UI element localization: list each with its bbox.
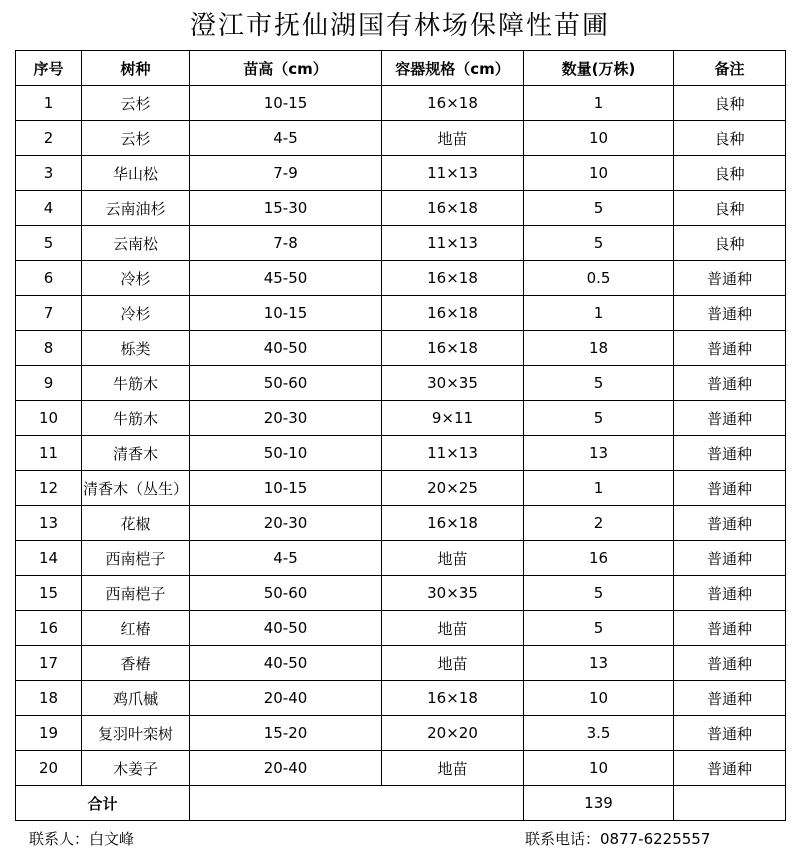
cell-seq: 18: [16, 681, 82, 716]
cell-height: 50-10: [190, 436, 382, 471]
cell-seq: 10: [16, 401, 82, 436]
table-row: [16, 611, 786, 646]
table-row: [16, 471, 786, 506]
cell-note: 良种: [674, 121, 786, 156]
table-row: [16, 86, 786, 121]
table-header-row: [16, 51, 786, 86]
cell-species: 西南桤子: [82, 541, 190, 576]
cell-quantity: 5: [524, 366, 674, 401]
cell-container: 16×18: [382, 331, 524, 366]
table-row: [16, 436, 786, 471]
cell-species: 红椿: [82, 611, 190, 646]
cell-note: 普通种: [674, 611, 786, 646]
cell-quantity: 10: [524, 751, 674, 786]
cell-species: 西南桤子: [82, 576, 190, 611]
cell-container: 11×13: [382, 156, 524, 191]
cell-species: 牛筋木: [82, 366, 190, 401]
cell-note: 普通种: [674, 646, 786, 681]
cell-height: 45-50: [190, 261, 382, 296]
table-row: [16, 506, 786, 541]
cell-quantity: 5: [524, 191, 674, 226]
cell-quantity: 16: [524, 541, 674, 576]
cell-height: 10-15: [190, 471, 382, 506]
cell-seq: 7: [16, 296, 82, 331]
cell-seq: 15: [16, 576, 82, 611]
cell-height: 15-30: [190, 191, 382, 226]
cell-quantity: 1: [524, 296, 674, 331]
cell-container: 30×35: [382, 576, 524, 611]
cell-seq: 6: [16, 261, 82, 296]
cell-note: 普通种: [674, 261, 786, 296]
cell-seq: 2: [16, 121, 82, 156]
contact-phone: 联系电话：0877-6225557: [525, 830, 711, 848]
cell-seq: 14: [16, 541, 82, 576]
contact-person: 联系人：白文峰: [29, 830, 135, 848]
cell-container: 16×18: [382, 681, 524, 716]
cell-seq: 20: [16, 751, 82, 786]
cell-species: 冷杉: [82, 296, 190, 331]
cell-note: 良种: [674, 86, 786, 121]
cell-species: 清香木: [82, 436, 190, 471]
cell-species: 复羽叶栾树: [82, 716, 190, 751]
cell-seq: 3: [16, 156, 82, 191]
table-row: [16, 121, 786, 156]
cell-container: 11×13: [382, 226, 524, 261]
cell-species: 清香木（丛生）: [82, 471, 190, 506]
cell-species: 冷杉: [82, 261, 190, 296]
cell-note: 普通种: [674, 506, 786, 541]
cell-note: 普通种: [674, 576, 786, 611]
total-label: 合计: [16, 786, 190, 821]
cell-quantity: 10: [524, 156, 674, 191]
seedling-table: [15, 50, 786, 821]
cell-species: 栎类: [82, 331, 190, 366]
table-row: [16, 261, 786, 296]
page-title: 澄江市抚仙湖国有林场保障性苗圃: [189, 11, 610, 41]
cell-height: 20-40: [190, 681, 382, 716]
cell-quantity: 1: [524, 86, 674, 121]
cell-seq: 1: [16, 86, 82, 121]
cell-quantity: 18: [524, 331, 674, 366]
cell-container: 16×18: [382, 86, 524, 121]
footer: [15, 820, 785, 856]
table-row: [16, 331, 786, 366]
cell-container: 地苗: [382, 646, 524, 681]
header-species: 树种: [82, 51, 190, 86]
cell-note: 良种: [674, 226, 786, 261]
header-height: 苗高（cm）: [190, 51, 382, 86]
cell-seq: 8: [16, 331, 82, 366]
cell-height: 20-30: [190, 401, 382, 436]
cell-species: 华山松: [82, 156, 190, 191]
table-row: [16, 681, 786, 716]
cell-seq: 4: [16, 191, 82, 226]
cell-note: 良种: [674, 191, 786, 226]
table-row: [16, 541, 786, 576]
cell-height: 20-40: [190, 751, 382, 786]
table-row: [16, 296, 786, 331]
cell-note: 普通种: [674, 296, 786, 331]
header-note: 备注: [674, 51, 786, 86]
cell-seq: 12: [16, 471, 82, 506]
cell-quantity: 5: [524, 401, 674, 436]
table-row: [16, 401, 786, 436]
cell-height: 40-50: [190, 646, 382, 681]
cell-container: 20×25: [382, 471, 524, 506]
cell-quantity: 5: [524, 611, 674, 646]
cell-height: 7-9: [190, 156, 382, 191]
cell-note: 普通种: [674, 366, 786, 401]
cell-seq: 19: [16, 716, 82, 751]
cell-seq: 5: [16, 226, 82, 261]
cell-note: 普通种: [674, 331, 786, 366]
total-quantity: 139: [524, 786, 674, 821]
table-row: [16, 156, 786, 191]
cell-container: 16×18: [382, 191, 524, 226]
cell-container: 地苗: [382, 541, 524, 576]
cell-note: 普通种: [674, 681, 786, 716]
cell-quantity: 0.5: [524, 261, 674, 296]
cell-species: 云杉: [82, 86, 190, 121]
cell-species: 云南油杉: [82, 191, 190, 226]
cell-species: 花椒: [82, 506, 190, 541]
cell-note: 普通种: [674, 716, 786, 751]
table-row: [16, 226, 786, 261]
cell-height: 40-50: [190, 331, 382, 366]
cell-quantity: 2: [524, 506, 674, 541]
cell-height: 7-8: [190, 226, 382, 261]
total-row: [16, 786, 786, 821]
table-row: [16, 576, 786, 611]
cell-height: 40-50: [190, 611, 382, 646]
cell-container: 地苗: [382, 121, 524, 156]
cell-quantity: 10: [524, 681, 674, 716]
cell-height: 4-5: [190, 541, 382, 576]
cell-container: 地苗: [382, 611, 524, 646]
cell-seq: 16: [16, 611, 82, 646]
cell-note: 良种: [674, 156, 786, 191]
cell-container: 30×35: [382, 366, 524, 401]
cell-note: 普通种: [674, 471, 786, 506]
header-container: 容器规格（cm）: [382, 51, 524, 86]
cell-container: 16×18: [382, 296, 524, 331]
cell-note: 普通种: [674, 541, 786, 576]
cell-quantity: 1: [524, 471, 674, 506]
cell-species: 牛筋木: [82, 401, 190, 436]
total-empty: [190, 786, 524, 821]
cell-container: 16×18: [382, 506, 524, 541]
header-quantity: 数量(万株): [524, 51, 674, 86]
cell-species: 香椿: [82, 646, 190, 681]
table-row: [16, 366, 786, 401]
cell-species: 鸡爪槭: [82, 681, 190, 716]
total-note-empty: [674, 786, 786, 821]
cell-container: 地苗: [382, 751, 524, 786]
cell-container: 9×11: [382, 401, 524, 436]
cell-height: 50-60: [190, 366, 382, 401]
cell-quantity: 13: [524, 436, 674, 471]
cell-height: 10-15: [190, 86, 382, 121]
cell-seq: 13: [16, 506, 82, 541]
cell-quantity: 3.5: [524, 716, 674, 751]
cell-container: 16×18: [382, 261, 524, 296]
cell-species: 云南松: [82, 226, 190, 261]
header-seq: 序号: [16, 51, 82, 86]
cell-height: 15-20: [190, 716, 382, 751]
cell-container: 20×20: [382, 716, 524, 751]
cell-quantity: 10: [524, 121, 674, 156]
cell-note: 普通种: [674, 436, 786, 471]
cell-height: 4-5: [190, 121, 382, 156]
cell-species: 木姜子: [82, 751, 190, 786]
cell-height: 20-30: [190, 506, 382, 541]
cell-quantity: 5: [524, 576, 674, 611]
table-row: [16, 751, 786, 786]
cell-container: 11×13: [382, 436, 524, 471]
table-row: [16, 716, 786, 751]
table-row: [16, 646, 786, 681]
cell-quantity: 5: [524, 226, 674, 261]
cell-note: 普通种: [674, 401, 786, 436]
cell-height: 50-60: [190, 576, 382, 611]
cell-seq: 11: [16, 436, 82, 471]
cell-species: 云杉: [82, 121, 190, 156]
cell-seq: 9: [16, 366, 82, 401]
cell-quantity: 13: [524, 646, 674, 681]
cell-seq: 17: [16, 646, 82, 681]
cell-note: 普通种: [674, 751, 786, 786]
table-row: [16, 191, 786, 226]
cell-height: 10-15: [190, 296, 382, 331]
